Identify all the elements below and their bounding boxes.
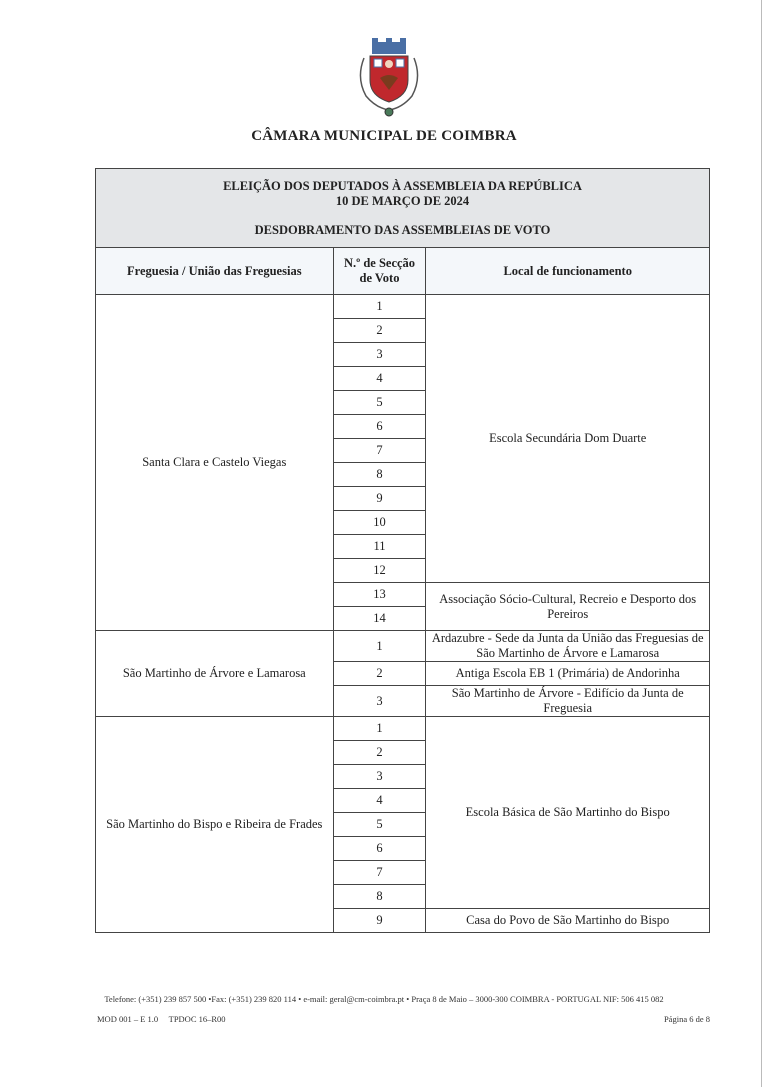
location-cell: Escola Básica de São Martinho do Bispo <box>426 717 710 909</box>
freguesia-cell: São Martinho do Bispo e Ribeira de Frades <box>96 717 334 933</box>
col-header-local: Local de funcionamento <box>426 248 710 295</box>
section-number: 8 <box>333 463 426 487</box>
section-number: 6 <box>333 837 426 861</box>
section-number: 2 <box>333 741 426 765</box>
table-row <box>96 717 710 741</box>
footer-contacts: Telefone: (+351) 239 857 500 •Fax: (+351) 239 820 114 • e-mail: geral@cm-coimbra.pt • Praça 8 de Maio – 3000-300 COIMBRA - PORTUGAL NIF: 506 415 082 <box>104 994 664 1004</box>
location-cell: Casa do Povo de São Martinho do Bispo <box>426 909 710 933</box>
section-number: 9 <box>333 487 426 511</box>
organization-name: CÂMARA MUNICIPAL DE COIMBRA <box>251 128 517 144</box>
section-number: 1 <box>333 631 426 662</box>
section-number: 7 <box>333 439 426 463</box>
section-number: 3 <box>333 686 426 717</box>
section-number: 8 <box>333 885 426 909</box>
col-header-freguesia: Freguesia / União das Freguesias <box>96 248 334 295</box>
col-header-seccao-line1: N.º de Secção <box>343 256 416 270</box>
location-cell: Ardazubre - Sede da Junta da União das Freguesias de São Martinho de Árvore e Lamarosa <box>426 631 710 662</box>
location-cell: Antiga Escola EB 1 (Primária) de Andorinha <box>426 662 710 686</box>
polling-table <box>95 168 710 933</box>
section-number: 2 <box>333 662 426 686</box>
election-date: 10 DE MARÇO DE 2024 <box>335 193 470 208</box>
section-number: 4 <box>333 789 426 813</box>
col-header-seccao-line2: de Voto <box>359 271 400 285</box>
location-cell: Associação Sócio-Cultural, Recreio e Desporto dos Pereiros <box>426 583 710 631</box>
location-cell: Escola Secundária Dom Duarte <box>426 295 710 583</box>
table-title <box>96 169 710 248</box>
freguesia-cell: São Martinho de Árvore e Lamarosa <box>96 631 334 717</box>
election-title: ELEIÇÃO DOS DEPUTADOS À ASSEMBLEIA DA REPÚBLICA <box>223 178 582 193</box>
section-number: 12 <box>333 559 426 583</box>
section-number: 6 <box>333 415 426 439</box>
section-number: 3 <box>333 765 426 789</box>
section-number: 9 <box>333 909 426 933</box>
section-number: 1 <box>333 717 426 741</box>
section-number: 10 <box>333 511 426 535</box>
section-number: 2 <box>333 319 426 343</box>
section-number: 1 <box>333 295 426 319</box>
section-number: 11 <box>333 535 426 559</box>
table-row <box>96 295 710 319</box>
col-header-seccao <box>333 248 426 295</box>
section-number: 14 <box>333 607 426 631</box>
table-subtitle: DESDOBRAMENTO DAS ASSEMBLEIAS DE VOTO <box>254 222 551 237</box>
section-number: 13 <box>333 583 426 607</box>
footer-doc-code: MOD 001 – E 1.0 TPDOC 16–R00 <box>97 1014 226 1024</box>
section-number: 3 <box>333 343 426 367</box>
section-number: 7 <box>333 861 426 885</box>
section-number: 5 <box>333 391 426 415</box>
footer-page-number: Página 6 de 8 <box>663 1014 710 1024</box>
freguesia-cell: Santa Clara e Castelo Viegas <box>96 295 334 631</box>
page-edge <box>761 0 762 1087</box>
section-number: 4 <box>333 367 426 391</box>
location-cell: São Martinho de Árvore - Edifício da Junta de Freguesia <box>426 686 710 717</box>
section-number: 5 <box>333 813 426 837</box>
coat-of-arms-icon <box>352 38 426 118</box>
table-row <box>96 631 710 662</box>
